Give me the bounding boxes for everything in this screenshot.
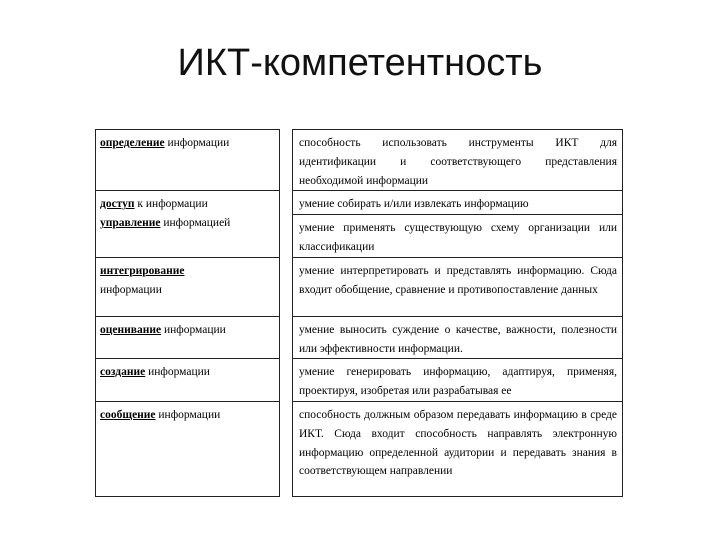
term-suffix: к информации	[134, 198, 208, 211]
term-suffix: информации	[145, 366, 210, 379]
table-row	[95, 401, 623, 497]
term: сообщение	[100, 408, 156, 421]
description-cell: способность использовать инструменты ИКТ для идентификации и соответствующего представления необходимой информации	[292, 129, 623, 190]
term-suffix: информации	[161, 323, 226, 336]
term-suffix: информацией	[160, 217, 231, 230]
description-cell: умение интерпретировать и представлять информацию. Сюда входит обобщение, сравнение и противопоставление данных	[292, 257, 623, 316]
term-suffix: информации	[100, 283, 162, 296]
term: оценивание	[100, 323, 162, 336]
term-cell	[95, 358, 280, 401]
term-cell	[95, 129, 280, 190]
term: доступ	[100, 198, 135, 211]
slide-title: ИКТ-компетентность	[177, 42, 543, 84]
term: управление	[100, 217, 161, 230]
description-cell: умение применять существующую схему организации или классификации	[292, 214, 623, 257]
term: создание	[100, 366, 146, 379]
description-cell: умение выносить суждение о качестве, важности, полезности или эффективности информации.	[292, 316, 623, 359]
table-row	[95, 358, 623, 401]
competency-table	[95, 129, 623, 497]
description-cell: способность должным образом передавать информацию в среде ИКТ. Сюда входит способность направлять электронную информацию определенной аудитории и передавать знания в соответствующем направлении	[292, 401, 623, 497]
description-cell: умение генерировать информацию, адаптируя, применяя, проектируя, изобретая или разрабатывая ее	[292, 358, 623, 401]
term-cell	[95, 257, 280, 316]
term-suffix: информации	[164, 137, 230, 149]
description-cell: умение собирать и/или извлекать информацию	[292, 190, 623, 214]
term-cell	[95, 316, 280, 359]
table-row	[95, 257, 623, 316]
term-cell	[95, 401, 280, 497]
term: интегрирование	[100, 264, 185, 277]
table-row	[95, 190, 623, 214]
term-suffix: информации	[155, 408, 221, 421]
table-row	[95, 129, 623, 190]
table-row	[95, 316, 623, 359]
term-cell	[95, 190, 280, 256]
term: определение	[100, 137, 165, 149]
